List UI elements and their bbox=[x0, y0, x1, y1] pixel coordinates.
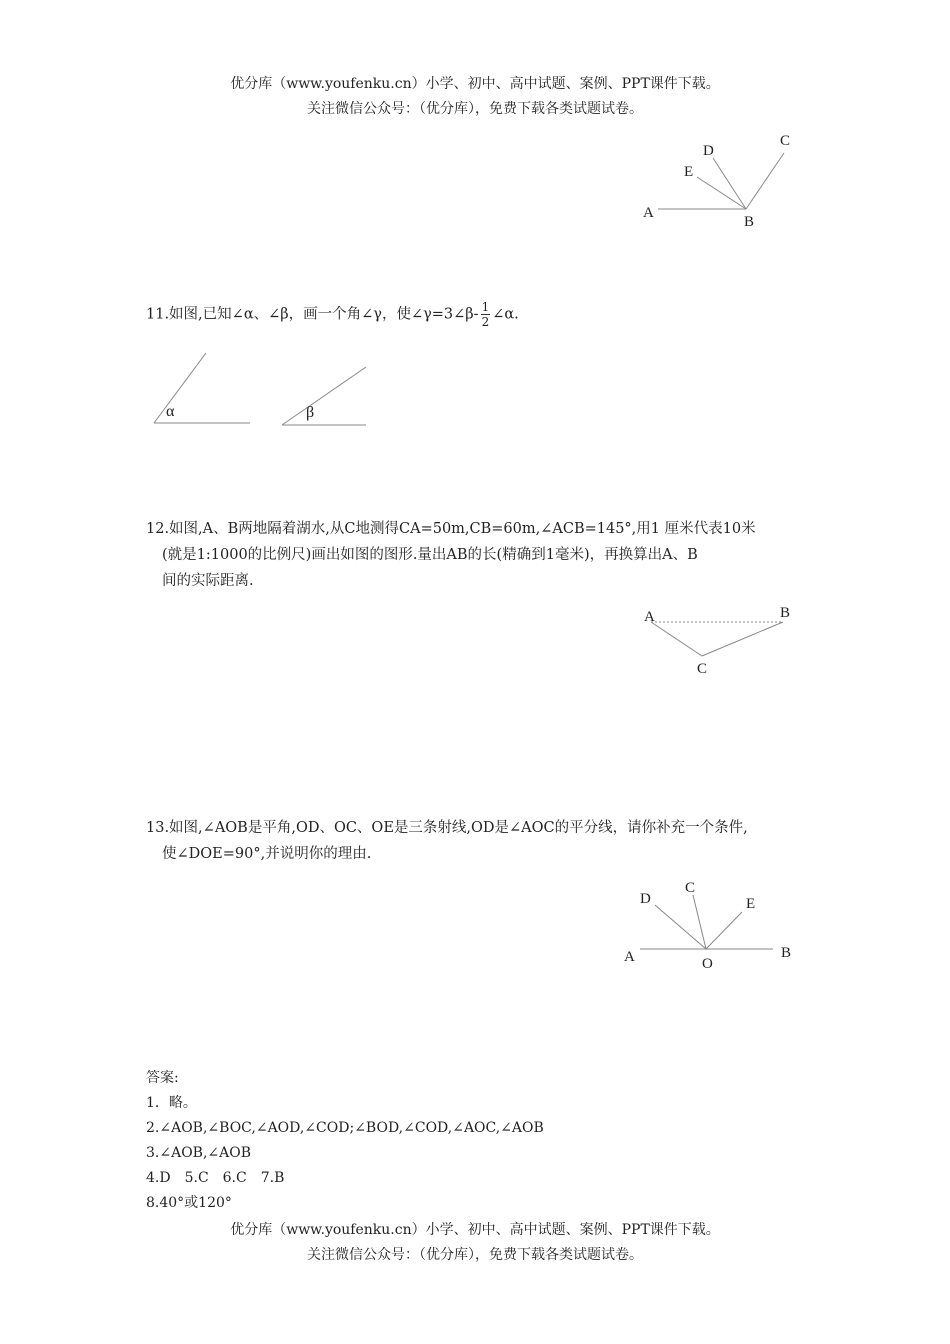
alpha-arm bbox=[154, 353, 206, 423]
answers-section bbox=[146, 1066, 786, 1216]
ray-oc bbox=[693, 895, 706, 949]
fig10-label-a: A bbox=[643, 205, 654, 221]
q12-label-a: A bbox=[644, 609, 655, 625]
fig10-label-d: D bbox=[703, 143, 714, 159]
fig10-label-c: C bbox=[780, 133, 791, 149]
fig10-label-e: E bbox=[684, 164, 694, 180]
q11-text-before: 11.如图,已知∠α、∠β，画一个角∠γ，使∠γ=3∠β- bbox=[146, 306, 479, 323]
q13-label-e: E bbox=[746, 896, 756, 912]
ray-be bbox=[697, 177, 746, 209]
alpha-label: α bbox=[166, 403, 175, 420]
q13-label-a: A bbox=[624, 949, 635, 965]
ray-bc bbox=[746, 153, 784, 209]
q13-line-1: 13.如图,∠AOB是平角,OD、OC、OE是三条射线,OD是∠AOC的平分线，请你补充一个条件, bbox=[146, 820, 748, 836]
q12-line-2: (就是1:1000的比例尺)画出如图的图形.量出AB的长(精确到1毫米)，再换算出A、B bbox=[162, 547, 698, 563]
footer-line-2: 关注微信公众号：（优分库），免费下载各类试题试卷。 bbox=[307, 1247, 643, 1263]
q12-line-3: 间的实际距离. bbox=[162, 573, 254, 589]
q11-text bbox=[146, 300, 816, 329]
q13-label-d: D bbox=[640, 891, 651, 907]
header-line-1: 优分库（www.youfenku.cn）小学、初中、高中试题、案例、PPT课件下载。 bbox=[230, 76, 720, 92]
fig10-label-b: B bbox=[744, 214, 755, 230]
q12-line-1: 12.如图,A、B两地隔着湖水,从C地测得CA=50m,CB=60m,∠ACB=145°,用1 厘米代表10米 bbox=[146, 521, 756, 537]
question-11 bbox=[146, 300, 816, 329]
answer-item: 1．略。 bbox=[146, 1095, 197, 1111]
segment-cb bbox=[702, 622, 783, 656]
q13-line-2: 使∠DOE=90°,并说明你的理由. bbox=[162, 846, 372, 862]
answer-item: 4.D 5.C 6.C 7.B bbox=[146, 1170, 285, 1186]
page-header bbox=[0, 72, 950, 122]
q12-label-c: C bbox=[697, 661, 708, 677]
question-13 bbox=[146, 815, 816, 867]
q13-label-b: B bbox=[781, 945, 792, 961]
q13-label-c: C bbox=[685, 880, 696, 896]
beta-arm bbox=[282, 367, 366, 425]
footer-line-1: 优分库（www.youfenku.cn）小学、初中、高中试题、案例、PPT课件下载。 bbox=[230, 1222, 720, 1238]
header-line-2: 关注微信公众号：（优分库），免费下载各类试题试卷。 bbox=[307, 101, 643, 117]
q11-text-after: ∠α. bbox=[492, 306, 519, 323]
q11-fraction bbox=[481, 300, 491, 329]
ray-od bbox=[655, 905, 706, 949]
answers-title: 答案: bbox=[146, 1070, 179, 1086]
q12-label-b: B bbox=[780, 605, 791, 621]
q11-frac-num: 1 bbox=[481, 300, 490, 314]
segment-ac bbox=[651, 622, 702, 656]
ray-oe bbox=[706, 912, 742, 949]
beta-label: β bbox=[306, 404, 315, 421]
ray-bd bbox=[713, 158, 746, 209]
answer-item: 2.∠AOB,∠BOC,∠AOD,∠COD;∠BOD,∠COD,∠AOC,∠AOB bbox=[146, 1120, 544, 1136]
answer-item: 3.∠AOB,∠AOB bbox=[146, 1145, 252, 1161]
page-footer bbox=[0, 1218, 950, 1268]
q13-label-o: O bbox=[702, 956, 713, 972]
answer-item: 8.40°或120° bbox=[146, 1195, 232, 1211]
question-12 bbox=[146, 516, 816, 594]
q11-frac-den: 2 bbox=[481, 315, 490, 329]
